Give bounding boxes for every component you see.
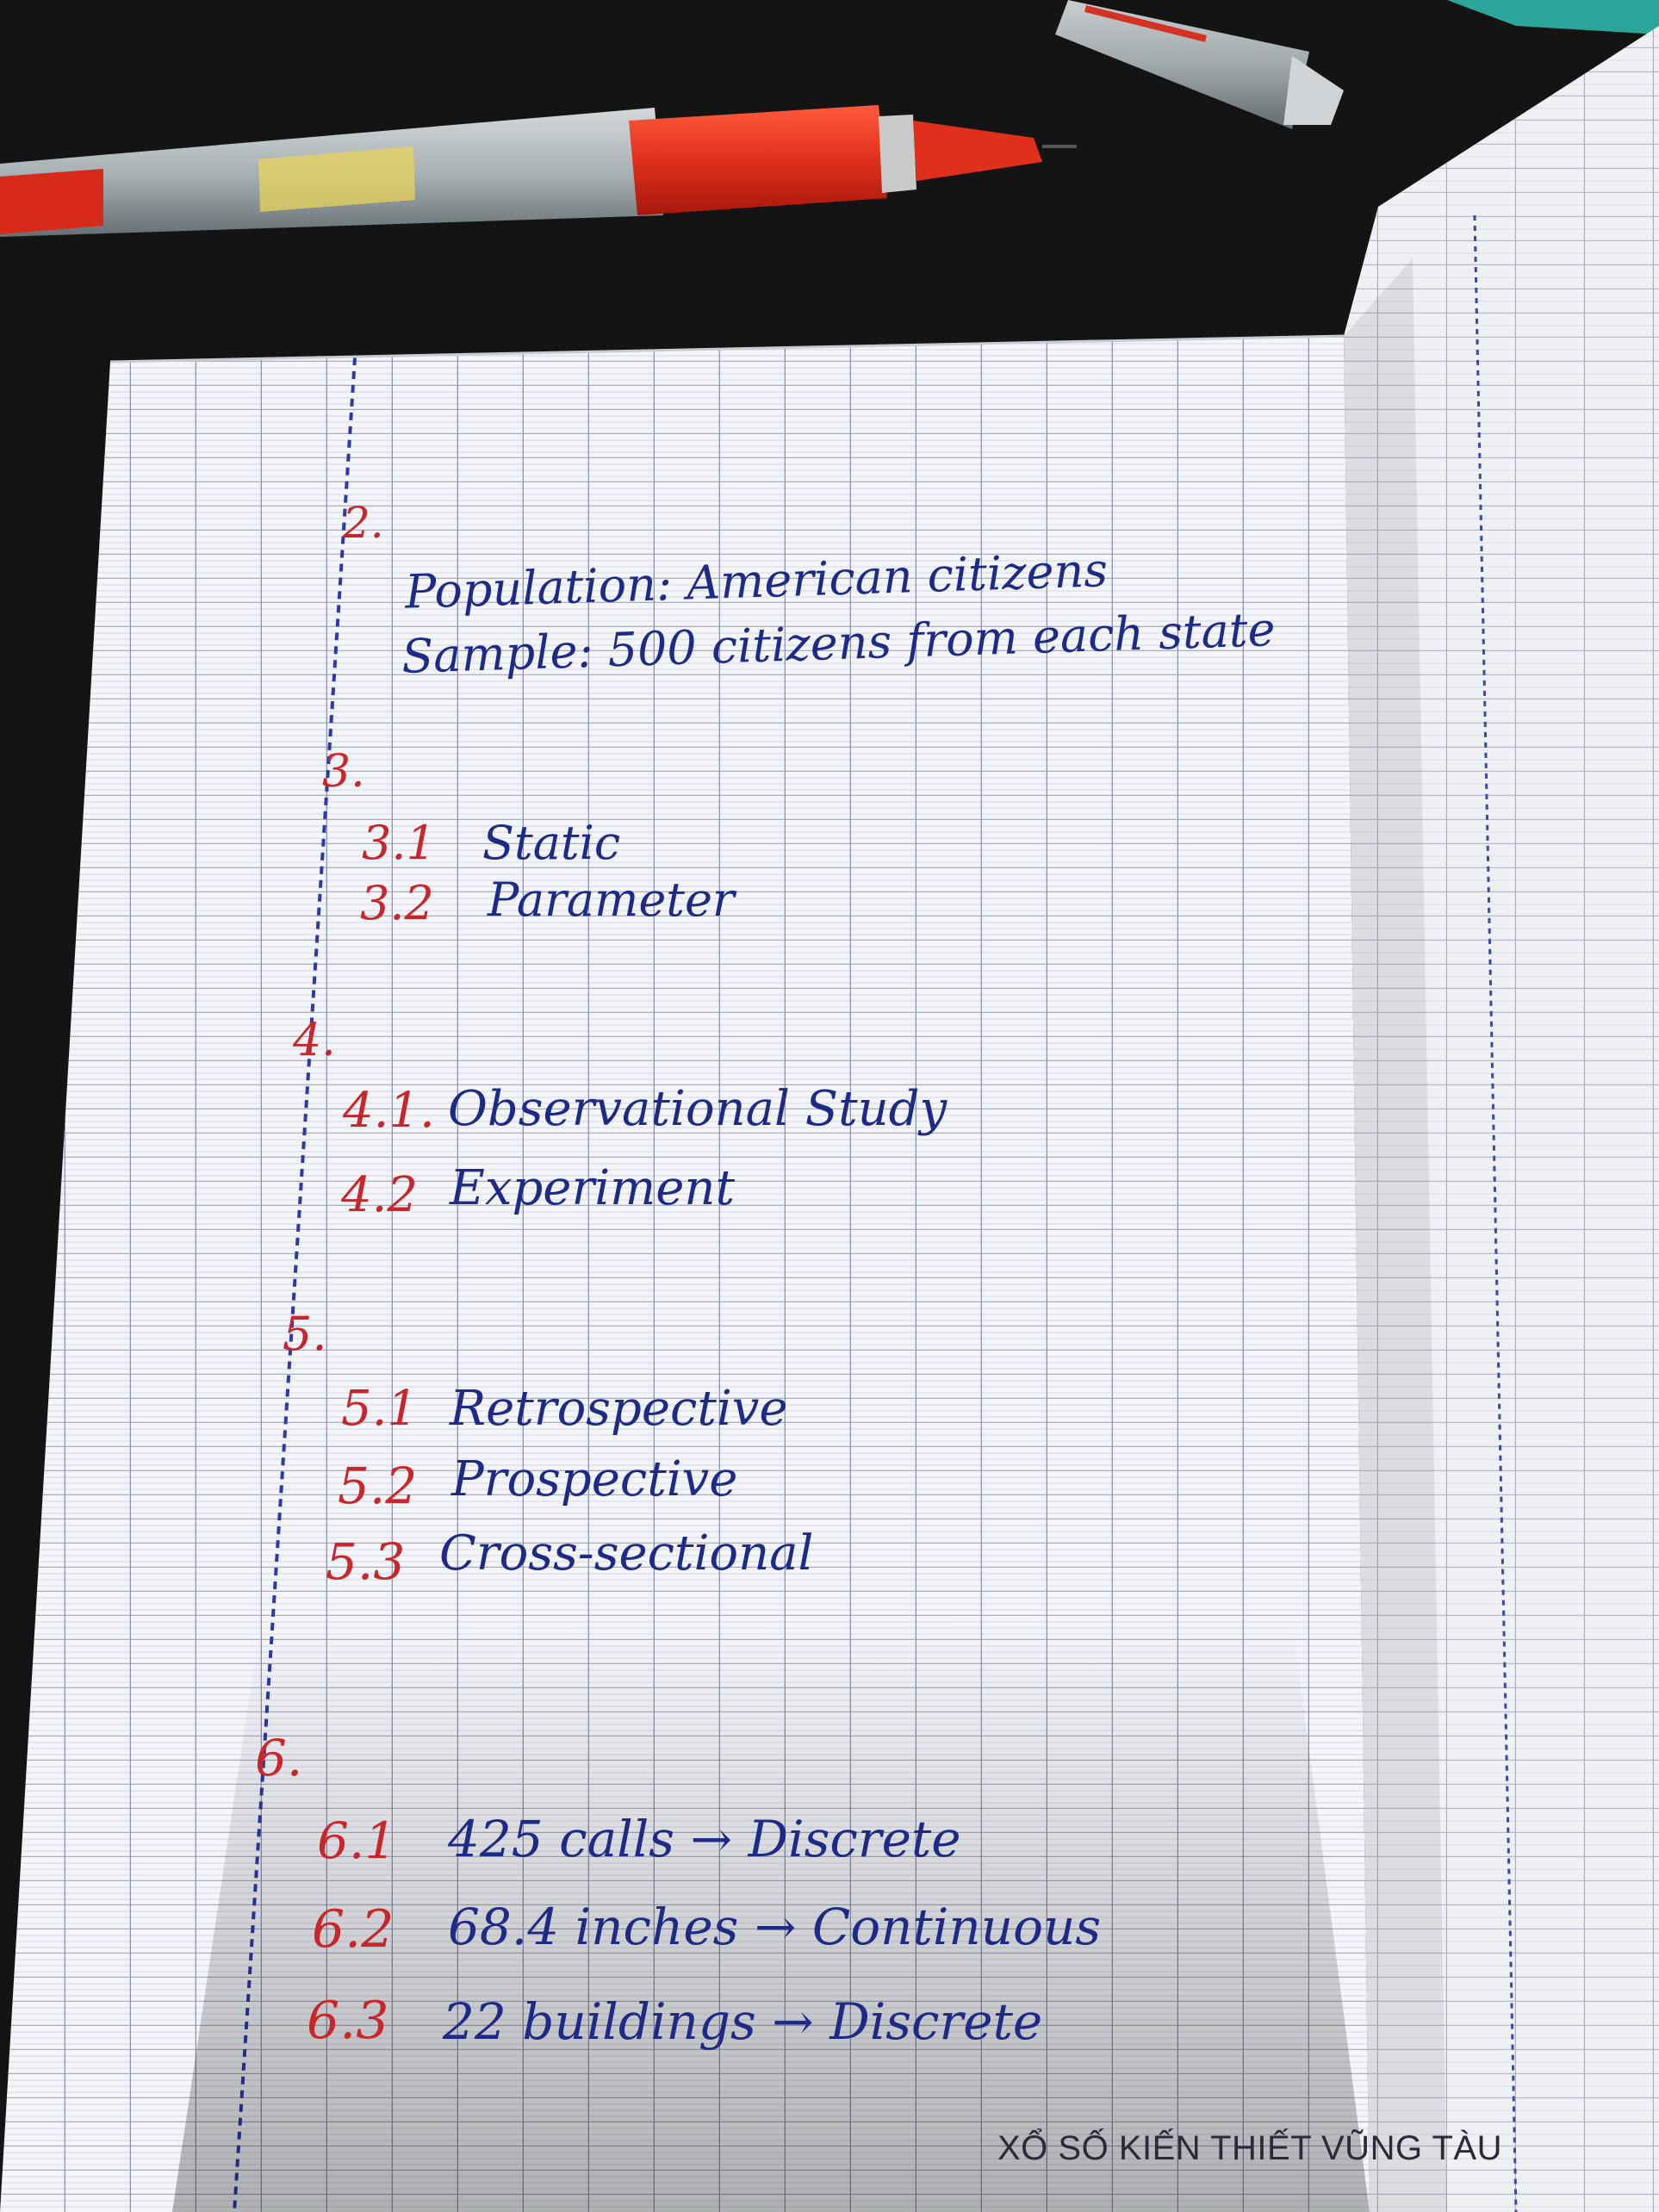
item-text: Experiment xyxy=(450,1160,735,1216)
item-number: 6.2 xyxy=(312,1899,395,1960)
item-number: 5.1 xyxy=(341,1381,419,1437)
item-text: Prospective xyxy=(451,1451,738,1507)
item-text: 425 calls → Discrete xyxy=(448,1810,961,1868)
item-text: Retrospective xyxy=(450,1381,788,1437)
item-text: Static xyxy=(482,816,621,870)
item-number: 6.1 xyxy=(317,1811,397,1870)
population-line: Population: American citizens xyxy=(404,543,1109,619)
item-number: 3.1 xyxy=(362,816,436,870)
question-number-2: 2. xyxy=(343,498,384,548)
item-text: Observational Study xyxy=(448,1081,948,1137)
item-number: 4.2 xyxy=(341,1167,419,1223)
right-page xyxy=(1344,26,1659,2212)
item-text: Parameter xyxy=(488,873,735,927)
item-number: 5.3 xyxy=(326,1532,406,1591)
question-number-6: 6. xyxy=(255,1729,303,1787)
item-number: 5.2 xyxy=(338,1457,418,1515)
question-number-5: 5. xyxy=(283,1307,327,1361)
item-number: 4.1. xyxy=(343,1083,435,1139)
item-text: Cross-sectional xyxy=(439,1525,814,1581)
notebook-footer-print: XỔ SỐ KIẾN THIẾT VŨNG TÀU xyxy=(997,2129,1502,2167)
question-number-4: 4. xyxy=(293,1015,336,1066)
item-text: 68.4 inches → Continuous xyxy=(448,1898,1102,1956)
item-text: 22 buildings → Discrete xyxy=(443,1992,1043,2051)
item-number: 6.3 xyxy=(307,1991,389,2051)
sample-line: Sample: 500 citizens from each state xyxy=(401,602,1277,684)
question-number-3: 3. xyxy=(322,746,365,798)
item-number: 3.2 xyxy=(360,876,434,930)
